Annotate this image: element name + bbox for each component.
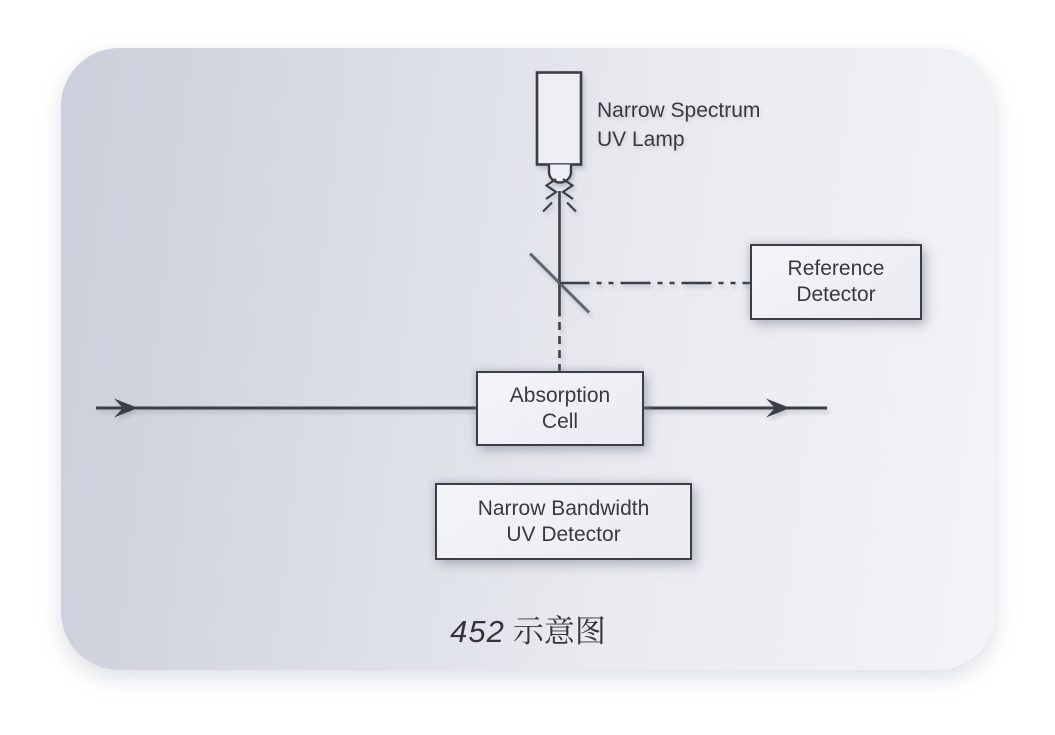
uv-detector-label-line2: UV Detector (506, 522, 621, 546)
reference-detector-label-line1: Reference (787, 257, 885, 280)
absorption-cell-box (476, 371, 644, 446)
caption-model-number: 452 (450, 614, 505, 649)
figure-caption (61, 606, 995, 651)
absorption-cell-label-line1: Absorption (509, 383, 611, 407)
uv-detector-label-line1: Narrow Bandwidth (477, 496, 650, 520)
reference-detector-box (750, 244, 922, 320)
absorption-cell-label-line2: Cell (541, 409, 579, 433)
uv-lamp-label-line1: Narrow Spectrum (597, 99, 761, 122)
uv-lamp-label-line2: UV Lamp (597, 128, 685, 151)
diagram-panel (61, 48, 995, 670)
reference-detector-label-line2: Detector (796, 283, 876, 306)
caption-text: 示意图 (512, 614, 606, 649)
uv-detector-box (435, 483, 692, 560)
uv-lamp-label (597, 96, 760, 154)
